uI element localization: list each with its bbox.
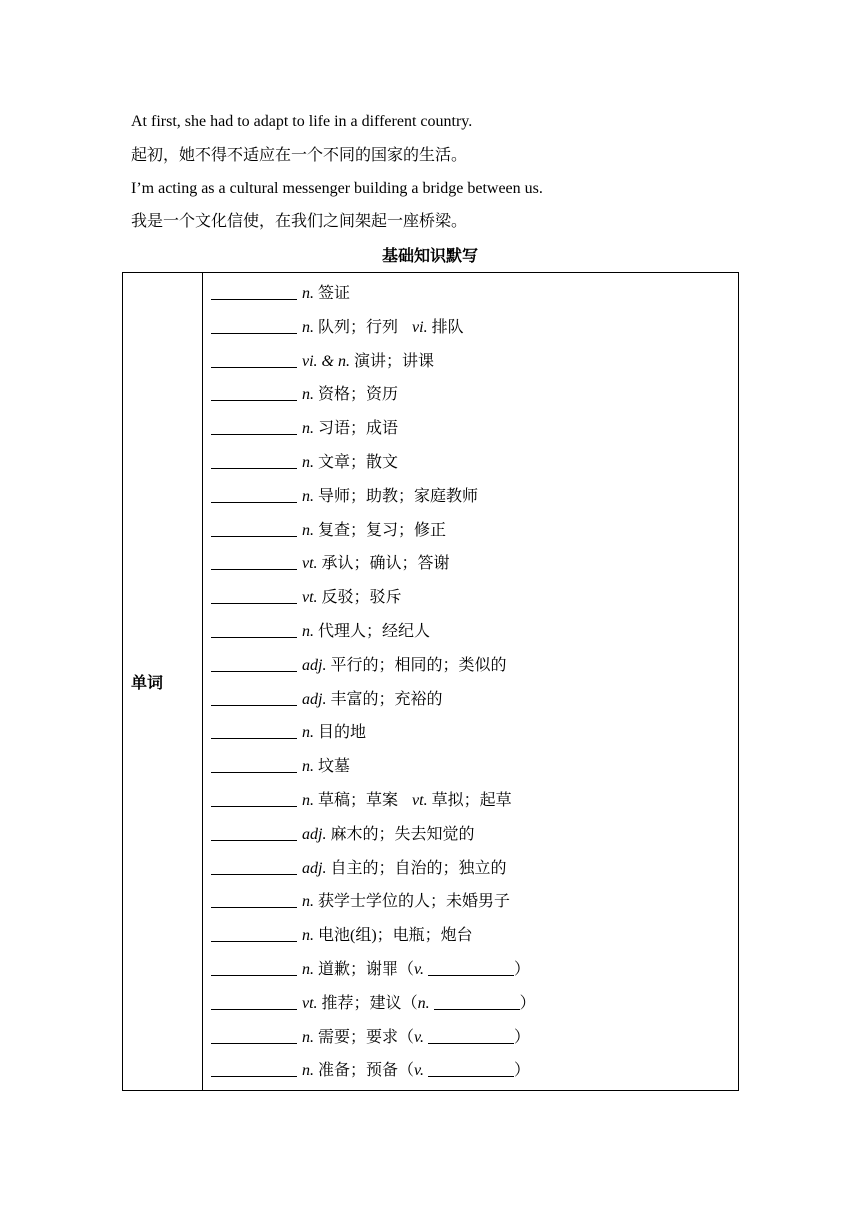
vocab-row xyxy=(211,412,738,446)
part-of-speech: vt. xyxy=(412,791,428,809)
vocab-row xyxy=(211,547,738,581)
meaning: 排队 xyxy=(427,318,464,336)
answer-blank[interactable] xyxy=(211,315,297,334)
derived-part-of-speech: v. xyxy=(414,960,428,978)
section-title: 基础知识默写 xyxy=(381,246,478,265)
meaning: 导师；助教；家庭教师 xyxy=(314,487,479,505)
vocab-row xyxy=(211,345,738,379)
vocab-row xyxy=(211,277,738,311)
sentence-zh-2: 我是一个文化信使，在我们之间架起一座桥梁。 xyxy=(131,213,468,230)
category-cell: 单词 xyxy=(123,273,203,1091)
answer-blank[interactable] xyxy=(211,754,297,773)
meaning: 麻木的；失去知觉的 xyxy=(326,825,475,843)
meaning: 自主的；自治的；独立的 xyxy=(326,859,507,877)
derived-close-paren: ） xyxy=(513,960,530,978)
meaning: 道歉；谢罪 xyxy=(314,960,399,978)
items-cell xyxy=(203,273,739,1091)
vocab-row xyxy=(211,311,738,345)
part-of-speech: n. xyxy=(302,285,314,302)
vocab-row xyxy=(211,649,738,683)
part-of-speech: adj. xyxy=(302,656,327,674)
part-of-speech: n. xyxy=(302,1062,314,1080)
part-of-speech: n. xyxy=(302,386,314,404)
meaning: 代理人；经纪人 xyxy=(314,622,431,640)
derived-open-paren: （ xyxy=(398,1062,415,1080)
answer-blank[interactable] xyxy=(211,889,297,908)
sentence-en-2: I’m acting as a cultural messenger building a bridge between us. xyxy=(131,180,543,197)
answer-blank[interactable] xyxy=(211,991,297,1010)
answer-blank[interactable] xyxy=(211,1058,297,1077)
derived-answer-blank[interactable] xyxy=(434,991,520,1010)
part-of-speech: vt. xyxy=(302,589,318,607)
derived-answer-blank[interactable] xyxy=(428,1058,514,1077)
part-of-speech: n. xyxy=(302,927,314,945)
derived-open-paren: （ xyxy=(398,1028,415,1046)
vocab-row xyxy=(211,378,738,412)
meaning: 丰富的；充裕的 xyxy=(326,690,443,708)
answer-blank[interactable] xyxy=(211,416,297,435)
vocab-row xyxy=(211,683,738,717)
vocab-row xyxy=(211,716,738,750)
vocab-row xyxy=(211,1021,738,1055)
vocab-row xyxy=(211,750,738,784)
meaning: 队列；行列 xyxy=(314,318,399,336)
meaning: 电池(组)；电瓶；炮台 xyxy=(314,927,473,945)
derived-part-of-speech: v. xyxy=(414,1028,428,1046)
sentence-en-1: At first, she had to adapt to life in a different country. xyxy=(131,113,473,130)
vocab-row xyxy=(211,784,738,818)
vocab-row xyxy=(211,514,738,548)
derived-open-paren: （ xyxy=(401,994,418,1012)
answer-blank[interactable] xyxy=(211,957,297,976)
answer-blank[interactable] xyxy=(211,619,297,638)
meaning: 获学士学位的人；未婚男子 xyxy=(314,893,511,911)
vocab-row xyxy=(211,1054,738,1088)
answer-blank[interactable] xyxy=(211,382,297,401)
answer-blank[interactable] xyxy=(211,822,297,841)
meaning: 承认；确认；答谢 xyxy=(317,555,450,573)
derived-close-paren: ） xyxy=(513,1028,530,1046)
answer-blank[interactable] xyxy=(211,653,297,672)
answer-blank[interactable] xyxy=(211,450,297,469)
part-of-speech: n. xyxy=(302,724,314,742)
meaning: 草稿；草案 xyxy=(314,791,399,809)
part-of-speech: n. xyxy=(302,453,314,471)
part-of-speech: n. xyxy=(302,893,314,911)
answer-blank[interactable] xyxy=(211,281,297,300)
part-of-speech: adj. xyxy=(302,825,327,843)
part-of-speech: n. xyxy=(302,960,314,978)
vocab-row xyxy=(211,480,738,514)
part-of-speech: vi. xyxy=(412,318,428,336)
meaning: 推荐；建议 xyxy=(317,994,402,1012)
answer-blank[interactable] xyxy=(211,856,297,875)
part-of-speech: n. xyxy=(302,420,314,438)
meaning: 目的地 xyxy=(314,724,367,742)
part-of-speech: adj. xyxy=(302,690,327,708)
vocab-row xyxy=(211,446,738,480)
part-of-speech: n. xyxy=(302,791,314,809)
part-of-speech: vt. xyxy=(302,994,318,1012)
derived-close-paren: ） xyxy=(513,1062,530,1080)
derived-answer-blank[interactable] xyxy=(428,957,514,976)
meaning: 文章；散文 xyxy=(314,453,399,471)
vocab-row xyxy=(211,953,738,987)
answer-blank[interactable] xyxy=(211,687,297,706)
answer-blank[interactable] xyxy=(211,484,297,503)
meaning: 平行的；相同的；类似的 xyxy=(326,656,507,674)
part-of-speech: adj. xyxy=(302,859,327,877)
part-of-speech: vt. xyxy=(302,555,318,573)
meaning: 演讲；讲课 xyxy=(350,352,435,370)
answer-blank[interactable] xyxy=(211,720,297,739)
vocab-row xyxy=(211,615,738,649)
part-of-speech: n. xyxy=(302,521,314,539)
answer-blank[interactable] xyxy=(211,518,297,537)
vocab-row xyxy=(211,852,738,886)
vocab-table xyxy=(122,272,739,1091)
derived-part-of-speech: n. xyxy=(417,994,434,1012)
meaning: 需要；要求 xyxy=(314,1028,399,1046)
vocab-row xyxy=(211,919,738,953)
answer-blank[interactable] xyxy=(211,923,297,942)
part-of-speech: n. xyxy=(302,318,314,336)
meaning: 签证 xyxy=(314,285,351,302)
meaning: 草拟；起草 xyxy=(427,791,512,809)
derived-open-paren: （ xyxy=(398,960,415,978)
derived-answer-blank[interactable] xyxy=(428,1025,514,1044)
meaning: 习语；成语 xyxy=(314,420,399,438)
part-of-speech: n. xyxy=(302,487,314,505)
meaning: 资格；资历 xyxy=(314,386,399,404)
item-list xyxy=(211,277,738,1088)
vocab-row xyxy=(211,818,738,852)
meaning: 坟墓 xyxy=(314,758,351,776)
vocab-row xyxy=(211,987,738,1021)
answer-blank[interactable] xyxy=(211,1025,297,1044)
meaning: 复查；复习；修正 xyxy=(314,521,447,539)
answer-blank[interactable] xyxy=(211,788,297,807)
vocab-row xyxy=(211,581,738,615)
meaning: 准备；预备 xyxy=(314,1062,399,1080)
part-of-speech: n. xyxy=(302,758,314,776)
derived-part-of-speech: v. xyxy=(414,1062,428,1080)
part-of-speech: n. xyxy=(302,622,314,640)
answer-blank[interactable] xyxy=(211,585,297,604)
part-of-speech: n. xyxy=(302,1028,314,1046)
part-of-speech: vi. & n. xyxy=(302,352,350,370)
sentence-zh-1: 起初，她不得不适应在一个不同的国家的生活。 xyxy=(131,147,468,164)
vocab-row xyxy=(211,885,738,919)
answer-blank[interactable] xyxy=(211,551,297,570)
meaning: 反驳；驳斥 xyxy=(317,589,402,607)
answer-blank[interactable] xyxy=(211,349,297,368)
derived-close-paren: ） xyxy=(519,994,536,1012)
